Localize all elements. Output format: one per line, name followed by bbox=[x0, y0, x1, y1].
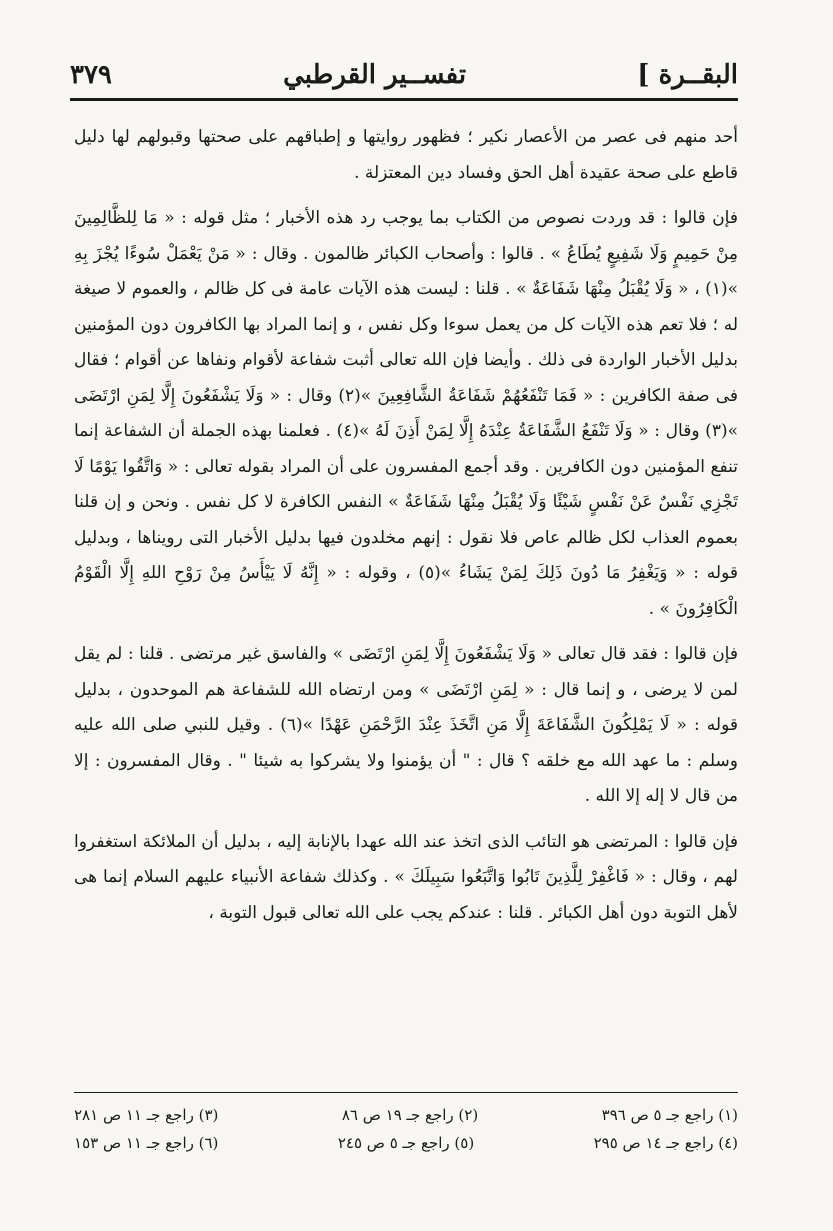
footnote-row bbox=[74, 1129, 738, 1157]
footnote: (٢) راجع جـ ١٩ ص ٨٦ bbox=[341, 1106, 479, 1124]
paragraph: فإن قالوا : قد وردت نصوص من الكتاب بما يوجب رد هذه الأخبار ؛ مثل قوله : « مَا لِلظَّالِمِينَ مِنْ حَمِيمٍ وَلَا شَفِيعٍ يُطَاعُ » . قالوا : وأصحاب الكبائر ظالمون . وقال : « مَنْ يَعْمَلْ سُوءًا يُجْزَ بِهِ »(١) ، « وَلَا يُقْبَلُ مِنْهَا شَفَاعَةٌ » . قلنا : ليست هذه الآيات عامة فى كل ظالم ، والعموم لا صيغة له ؛ فلا تعم هذه الآيات كل من يعمل سوءا وكل نفس ، و إنما المراد بها الكافرون دون المؤمنين بدليل الأخبار الواردة فى ذلك . وأيضا فإن الله تعالى أثبت شفاعة لأقوام ونفاها عن أقوام ؛ فقال فى صفة الكافرين : « فَمَا تَنْفَعُهُمْ شَفَاعَةُ الشَّافِعِينَ »(٢) وقال : « وَلَا يَشْفَعُونَ إِلَّا لِمَنِ ارْتَضَى »(٣) وقال : « وَلَا تَنْفَعُ الشَّفَاعَةُ عِنْدَهُ إِلَّا لِمَنْ أَذِنَ لَهُ »(٤) . فعلمنا بهذه الجملة أن الشفاعة إنما تنفع المؤمنين دون الكافرين . وقد أجمع المفسرون على أن المراد بقوله تعالى : « وَاتَّقُوا يَوْمًا لَا تَجْزِي نَفْسٌ عَنْ نَفْسٍ شَيْئًا وَلَا يُقْبَلُ مِنْهَا شَفَاعَةٌ » النفس الكافرة لا كل نفس . ونحن و إن قلنا بعموم العذاب لكل ظالم عاص فلا نقول : إنهم مخلدون فيها بدليل الأخبار التى رويناها ، وبدليل قوله : « وَيَغْفِرُ مَا دُونَ ذَلِكَ لِمَنْ يَشَاءُ »(٥) ، وقوله : « إِنَّهُ لَا يَيْأَسُ مِنْ رَوْحِ اللهِ إِلَّا الْقَوْمُ الْكَافِرُونَ » . bbox=[74, 208, 739, 619]
book-title: تفســير القرطبي bbox=[283, 60, 467, 90]
footnote: (٦) راجع جـ ١١ ص ١٥٣ bbox=[74, 1134, 219, 1152]
footnote: (٥) راجع جـ ٥ ص ٢٤٥ bbox=[337, 1134, 475, 1152]
footnote: (٣) راجع جـ ١١ ص ٢٨١ bbox=[74, 1106, 219, 1124]
footnote: (٤) راجع جـ ١٤ ص ٢٩٥ bbox=[593, 1134, 738, 1152]
paragraph: فإن قالوا : فقد قال تعالى « وَلَا يَشْفَعُونَ إِلَّا لِمَنِ ارْتَضَى » والفاسق غير مرتضى . قلنا : لم يقل لمن لا يرضى ، و إنما قال : « لِمَنِ ارْتَضَى » ومن ارتضاه الله للشفاعة هم الموحدون ، بدليل قوله : « لَا يَمْلِكُونَ الشَّفَاعَةَ إِلَّا مَنِ اتَّخَذَ عِنْدَ الرَّحْمَنِ عَهْدًا »(٦) . وقيل للنبي صلى الله عليه وسلم : ما عهد الله مع خلقه ؟ قال : " أن يؤمنوا ولا يشركوا به شيئا " . وقال المفسرون : إلا من قال لا إله إلا الله . bbox=[74, 644, 738, 806]
surah-name: البقــرة ] bbox=[637, 60, 738, 90]
page-header bbox=[70, 52, 738, 101]
footnotes bbox=[74, 1092, 738, 1157]
footnote: (١) راجع جـ ٥ ص ٣٩٦ bbox=[601, 1106, 738, 1124]
paragraph: فإن قالوا : المرتضى هو التائب الذى اتخذ عند الله عهدا بالإنابة إليه ، بدليل أن الملائكة استغفروا لهم ، وقال : « فَاغْفِرْ لِلَّذِينَ تَابُوا وَاتَّبَعُوا سَبِيلَكَ » . وكذلك شفاعة الأنبياء عليهم السلام إنما هى لأهل التوبة دون أهل الكبائر . قلنا : عندكم يجب على الله تعالى قبول التوبة ، bbox=[74, 831, 738, 923]
page-number: ٣٧٩ bbox=[70, 60, 112, 90]
page-body bbox=[74, 120, 738, 941]
paragraph: أحد منهم فى عصر من الأعصار نكير ؛ فظهور روايتها و إطباقهم على صحتها وقبولهم لها دليل قاطع على صحة عقيدة أهل الحق وفساد دين المعتزلة . bbox=[74, 127, 738, 183]
footnote-row bbox=[74, 1101, 738, 1129]
